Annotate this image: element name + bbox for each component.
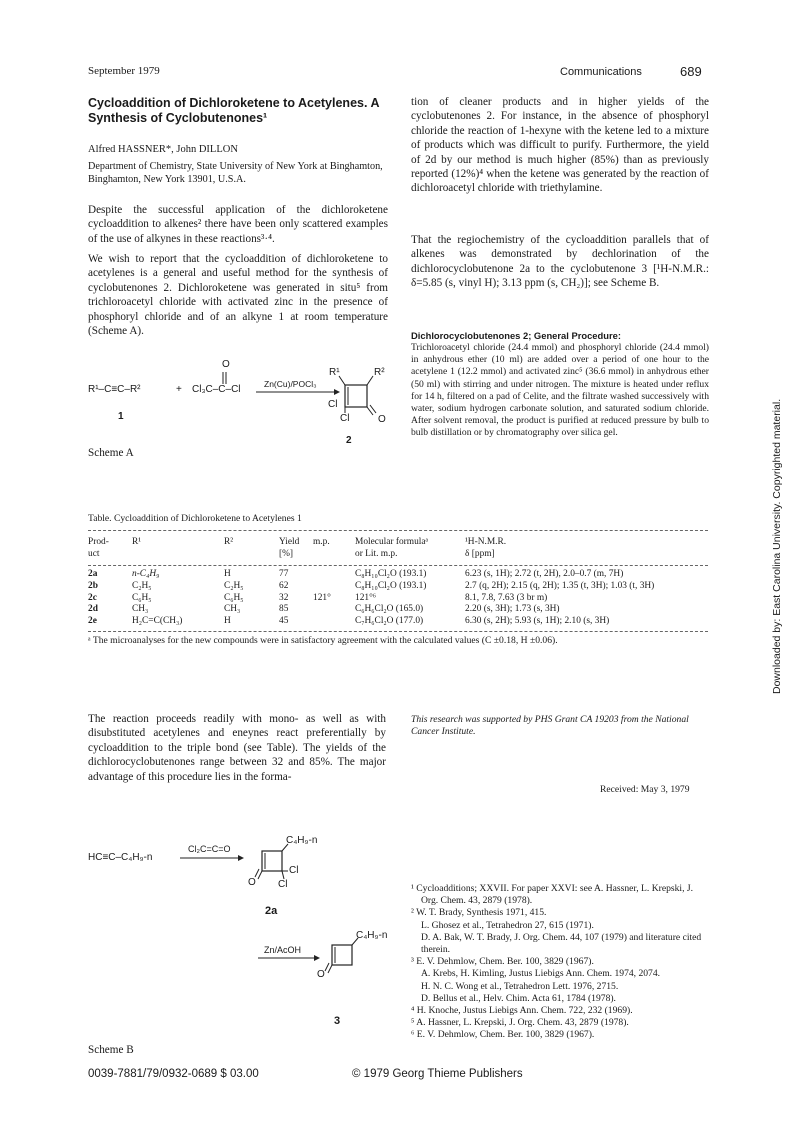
table-row: 2e H₂C=C(CH₃) H 45 C₇H₆Cl₂O (177.0) 6.30 (s, 2H); 5.93 (s, 1H); 2.10 (s, 3H) [88, 616, 610, 627]
scheme-b-2a-cl1: Cl [289, 865, 299, 876]
acknowledgement: This research was supported by PHS Grant CA 19203 from the National Cancer Institute. [411, 714, 689, 738]
affiliation: Department of Chemistry, State University of New York at Binghamton, Binghamton, New York 13901, U.S.A. [88, 161, 383, 185]
references [411, 883, 709, 1042]
scheme-b-bonds [88, 835, 388, 1045]
table-footnote: ᵃ The microanalyses for the new compounds were in satisfactory agreement with the calculated values (C ±0.18, H ±0.06). [88, 635, 558, 646]
download-notice: Downloaded by: East Carolina University. Copyrighted material. [771, 398, 783, 694]
th-formula-2: or Lit. m.p. [355, 548, 398, 559]
reference-item: H. N. C. Wong et al., Tetrahedron Lett. 1976, 2715. [421, 980, 619, 992]
scheme-a-compound-2: 2 [346, 435, 352, 446]
scheme-a-product-cl2: Cl [340, 413, 350, 424]
th-r2: R² [224, 537, 234, 547]
header-section: Communications [560, 66, 642, 78]
article-title: Cycloaddition of Dichloroketene to Acetylenes. A Synthesis of Cyclobutenones¹ [88, 96, 380, 125]
table-row: 2a n-C₄H₉ H 77 C₈H₁₀Cl₂O (193.1) 6.23 (s, 1H); 2.72 (t, 2H), 2.0–0.7 (m, 7H) [88, 569, 624, 579]
th-formula-1: Molecular formulaᵃ [355, 537, 429, 547]
table-header [88, 537, 506, 561]
scheme-a-product-r2: R² [374, 367, 385, 378]
scheme-b-compound-3: 3 [334, 1015, 341, 1027]
bottom-left-paragraph: The reaction proceeds readily with mono- as well as with disubstituted acetylenes and eneynes react preferentially by cycloaddition to the triple bond (see Table). The yields of the dichlorocyclobutenones range between 32 and 85%. The major advantage of this procedure lies in the forma- [88, 713, 386, 783]
intro-paragraph: Despite the successful application of the dichloroketene cycloaddition to alkenes² there have been only scattered examples of the use of alkynes in these reactions³·⁴. [88, 204, 388, 245]
scheme-b-3-o: O [317, 969, 325, 980]
table-body [88, 569, 654, 628]
scheme-b-compound-2a: 2a [265, 905, 278, 917]
reference-item: ⁴ H. Knoche, Justus Liebigs Ann. Chem. 722, 232 (1969). [411, 1005, 633, 1017]
procedure-heading: Dichlorocyclobutenones 2; General Procedure: [411, 330, 621, 341]
scheme-a-product-r1: R¹ [329, 367, 340, 378]
scheme-a-product-o: O [378, 414, 386, 425]
table-top-rule [88, 530, 708, 531]
reference-item: A. Krebs, H. Kimling, Justus Liebigs Ann. Chem. 1974, 2074. [421, 968, 661, 980]
table-caption: Table. Cycloaddition of Dichloroketene to Acetylenes 1 [88, 513, 302, 524]
footer-publisher: © 1979 Georg Thieme Publishers [352, 1068, 523, 1080]
th-nmr-1: ¹H-N.M.R. [465, 537, 507, 547]
header-date: September 1979 [88, 65, 160, 77]
table-header-rule [88, 565, 708, 566]
scheme-b-3-substituent: C₄H₉-n [356, 930, 388, 941]
page-number: 689 [680, 64, 702, 79]
right-paragraph-2: That the regiochemistry of the cycloaddition parallels that of alkenes was demonstrated by dechlorination of the dichlorocyclobutenone 2a to the cyclobutenone 3 [¹H-N.M.R.: δ=5.85 (s, vinyl H); 3.13 ppm (s, CH₂)]; see Scheme B. [411, 234, 709, 290]
scheme-a-reagent: Zn(Cu)/POCl₃ [264, 379, 317, 389]
th-yield-1: Yield [279, 537, 300, 547]
scheme-a-label: Scheme A [88, 447, 134, 459]
scheme-a [88, 355, 398, 455]
scheme-a-product-cl1: Cl [328, 399, 338, 410]
scheme-a-carbonyl-o: O [222, 359, 230, 370]
th-mp: m.p. [313, 537, 330, 547]
table-row: 2b C₂H₅ C₂H₅ 62 C₈H₁₀Cl₂O (193.1) 2.7 (q, 2H); 2.15 (q, 2H); 1.35 (t, 3H); 1.03 (t, 3H) [88, 580, 655, 591]
reference-item: D. Bellus et al., Helv. Chim. Acta 61, 1784 (1978). [421, 992, 616, 1004]
reference-item: ⁵ A. Hassner, L. Krepski, J. Org. Chem. 43, 2879 (1978). [411, 1017, 629, 1029]
scheme-b-reagent-zn: Zn/AcOH [264, 945, 302, 955]
scheme-a-reactant-alkyne: R¹–C≡C–R² [88, 384, 141, 395]
body-paragraph: We wish to report that the cycloaddition of dichloroketene to acetylenes is a general and useful method for the synthesis of cyclobutenones 2. Dichloroketene was generated in situ⁵ from trichloroacetyl chloride with activated zinc in the presence of phosphoryl chloride and of an alkyne 1 at room temperature (Scheme A). [88, 253, 388, 338]
scheme-b-reagent-ketene: Cl₂C=C=O [188, 844, 231, 854]
scheme-b [88, 835, 388, 1045]
reference-item: L. Ghosez et al., Tetrahedron 27, 615 (1971). [421, 919, 594, 931]
reference-item: ¹ Cycloadditions; XXVII. For paper XXVI: see A. Hassner, L. Krepski, J. Org. Chem. 43, 2879 (1978). [411, 883, 693, 907]
scheme-b-2a-substituent: C₄H₉-n [286, 835, 318, 846]
th-product-1: Prod- [88, 537, 109, 547]
right-paragraph-1: tion of cleaner products and in higher yields of the cyclobutenones 2. For instance, in the absence of phosphoryl chloride the reaction of 1-hexyne with the ketene led to a mixture of products which was difficult to purify. Furthermore, the yield of 2d by our method is much higher (85%) than as previously reported (12%)⁴ when the ketene was generated by the reaction of dichloroacetyl chloride with triethylamine. [411, 96, 709, 195]
received-date: Received: May 3, 1979 [600, 784, 690, 795]
scheme-a-plus: + [176, 384, 182, 395]
scheme-b-label: Scheme B [88, 1044, 134, 1056]
scheme-b-2a-o: O [248, 877, 256, 888]
table-row: 2d CH₃ CH₃ 85 C₆H₆Cl₂O (165.0) 2.20 (s, 3H); 1.73 (s, 3H) [88, 604, 560, 615]
scheme-a-compound-1: 1 [118, 411, 124, 422]
table-bottom-rule [88, 631, 708, 632]
reference-item: D. A. Bak, W. T. Brady, J. Org. Chem. 44, 107 (1979) and literature cited therein. [421, 931, 702, 956]
reference-item: ⁶ E. V. Dehmlow, Chem. Ber. 100, 3829 (1967). [411, 1029, 595, 1041]
table-row: 2c C₆H₅ C₆H₅ 32 121° 121°⁶ 8.1, 7.8, 7.63 (3 br m) [88, 592, 548, 603]
scheme-a-reactant-acyl-chloride: Cl₃C–C–Cl [192, 384, 241, 395]
procedure-text: Trichloroacetyl chloride (24.4 mmol) and phosphoryl chloride (24.4 mmol) in anhydrous ether (10 ml) are added over a period of one hour to the acetylene 1 (12.2 mmol) and activated zinc⁵ (36.6 mmol) in anhydrous ether (50 ml) with stirring and under nitrogen. The mixture is heated under reflux for 14 h, filtered on a pad of Celite, and the filtrate washed successively with water, sodium hydrogen carbonate solution, and saturated sodium chloride. After solvent removal, the product is purified at reduced pressure by bulb to bulb distillation or by chromatography over silica gel. [411, 342, 709, 439]
th-product-2: uct [88, 548, 100, 559]
th-r1: R¹ [132, 537, 142, 547]
th-nmr-2: δ [ppm] [465, 548, 495, 559]
authors: Alfred HASSNER*, John DILLON [88, 144, 238, 155]
reference-item: ² W. T. Brady, Synthesis 1971, 415. [411, 907, 547, 919]
reference-item: ³ E. V. Dehmlow, Chem. Ber. 100, 3829 (1967). [411, 956, 594, 968]
scheme-b-start-alkyne: HC≡C–C₄H₉-n [88, 852, 153, 863]
th-yield-2: [%] [279, 548, 294, 559]
footer-code: 0039-7881/79/0932-0689 $ 03.00 [88, 1068, 259, 1080]
scheme-b-2a-cl2: Cl [278, 879, 288, 890]
